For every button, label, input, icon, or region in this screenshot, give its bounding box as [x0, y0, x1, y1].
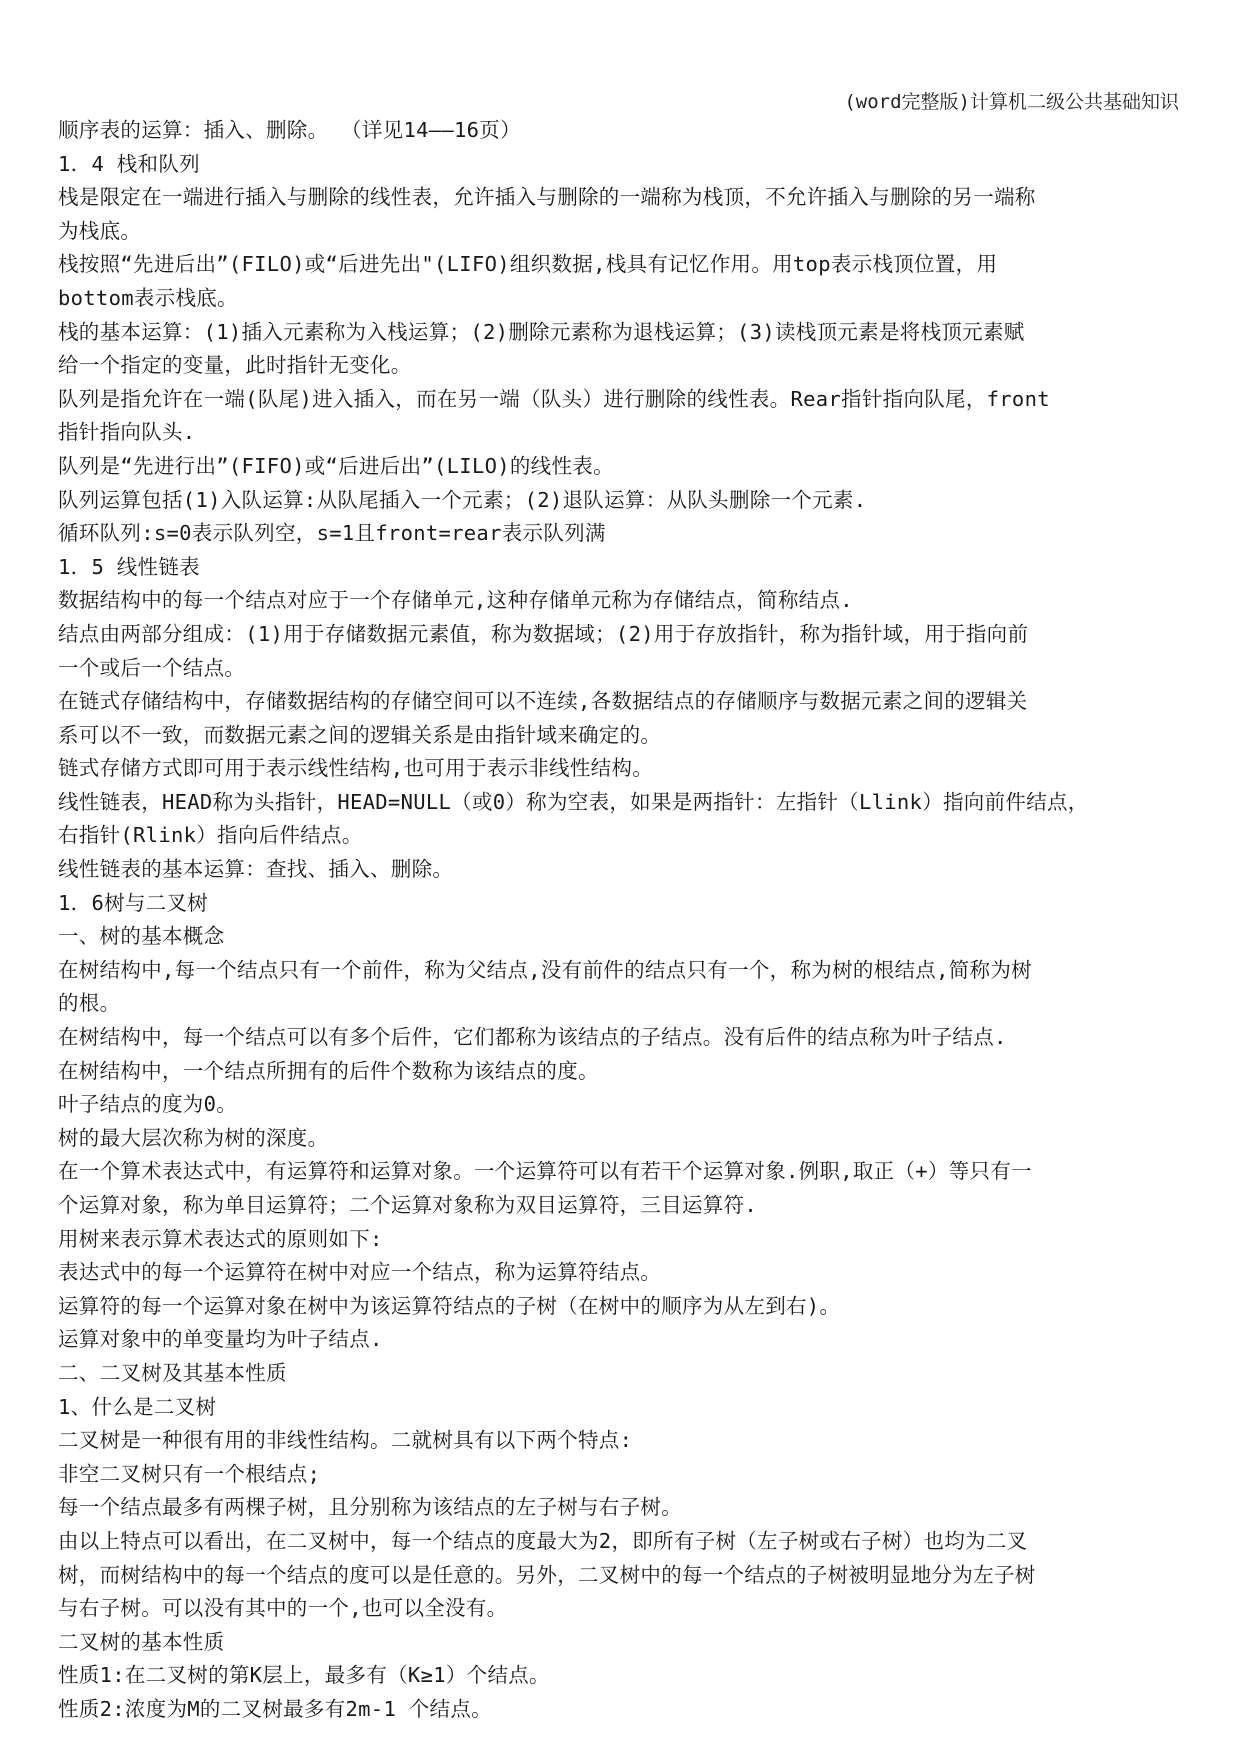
text-line: 在树结构中，一个结点所拥有的后件个数称为该结点的度。 [58, 1058, 599, 1083]
text-line: 栈是限定在一端进行插入与删除的线性表，允许插入与删除的一端称为栈顶，不允许插入与删除的另一端称 [58, 185, 1036, 210]
text-line: 每一个结点最多有两棵子树，且分别称为该结点的左子树与右子树。 [58, 1495, 682, 1520]
text-line: 一个或后一个结点。 [58, 655, 246, 680]
text-line: 1．6树与二叉树 [58, 890, 209, 915]
text-line: 右指针(Rlink）指向后件结点。 [58, 823, 363, 848]
text-line: 队列运算包括(1)入队运算:从队尾插入一个元素；(2)退队运算：从队头删除一个元素. [58, 487, 867, 512]
text-line: 顺序表的运算：插入、删除。 （详见14——16页） [58, 118, 521, 142]
text-line: 二、二叉树及其基本性质 [58, 1360, 287, 1385]
text-line: 运算对象中的单变量均为叶子结点. [58, 1327, 383, 1352]
text-line: 由以上特点可以看出，在二叉树中，每一个结点的度最大为2，即所有子树（左子树或右子树）也均为二叉 [58, 1528, 1028, 1553]
text-line: 系可以不一致，而数据元素之间的逻辑关系是由指针域来确定的。 [58, 722, 662, 747]
text-line: 在树结构中,每一个结点只有一个前件，称为父结点,没有前件的结点只有一个，称为树的根结点,简称为树 [58, 957, 1032, 982]
page-header: (word完整版)计算机二级公共基础知识 [844, 91, 1179, 113]
text-line: 性质2:浓度为M的二叉树最多有2m-1 个结点。 [58, 1696, 492, 1721]
text-line: 用树来表示算术表达式的原则如下: [58, 1226, 383, 1251]
text-line: 给一个指定的变量，此时指针无变化。 [58, 353, 412, 378]
text-line: 1、什么是二叉树 [58, 1394, 217, 1419]
text-line: bottom表示栈底。 [58, 285, 238, 310]
text-line: 栈的基本运算：(1)插入元素称为入栈运算；(2)删除元素称为退栈运算；(3)读栈顶元素是将栈顶元素赋 [58, 319, 1025, 344]
text-line: 二叉树的基本性质 [58, 1629, 225, 1654]
text-line: 线性链表的基本运算：查找、插入、删除。 [58, 857, 454, 882]
text-line: 个运算对象，称为单目运算符；二个运算对象称为双目运算符，三目运算符. [58, 1193, 758, 1217]
text-line: 的根。 [58, 991, 121, 1016]
text-line: 性质1:在二叉树的第K层上，最多有（K≥1）个结点。 [58, 1663, 550, 1688]
text-line: 表达式中的每一个运算符在树中对应一个结点，称为运算符结点。 [58, 1260, 662, 1285]
text-line: 循环队列:s=0表示队列空，s=1且front=rear表示队列满 [58, 521, 606, 546]
text-line: 队列是指允许在一端(队尾)进入插入，而在另一端（队头）进行删除的线性表。Rear指针指向队尾，front [58, 386, 1050, 411]
document-body [58, 114, 1182, 1727]
text-line: 在链式存储结构中，存储数据结构的存储空间可以不连续,各数据结点的存储顺序与数据元素之间的逻辑关 [58, 689, 1028, 714]
text-line: 1．5 线性链表 [58, 554, 200, 579]
text-line: 1．4 栈和队列 [58, 151, 200, 176]
text-line: 栈按照“先进后出”(FILO)或“后进先出"(LIFO)组织数据,栈具有记忆作用。用top表示栈顶位置，用 [58, 252, 998, 277]
text-line: 树，而树结构中的每一个结点的度可以是任意的。另外，二叉树中的每一个结点的子树被明显地分为左子树 [58, 1562, 1036, 1587]
text-line: 运算符的每一个运算对象在树中为该运算符结点的子树（在树中的顺序为从左到右)。 [58, 1293, 841, 1318]
text-line: 在一个算术表达式中，有运算符和运算对象。一个运算符可以有若干个运算对象.例职,取正（+）等只有一 [58, 1159, 1032, 1184]
text-line: 指针指向队头. [58, 420, 196, 445]
text-line: 数据结构中的每一个结点对应于一个存储单元,这种存储单元称为存储结点，简称结点. [58, 588, 853, 613]
text-line: 树的最大层次称为树的深度。 [58, 1125, 329, 1150]
text-line: 与右子树。可以没有其中的一个,也可以全没有。 [58, 1596, 508, 1621]
text-line: 为栈底。 [58, 218, 142, 243]
text-line: 链式存储方式即可用于表示线性结构,也可用于表示非线性结构。 [58, 756, 654, 781]
text-line: 二叉树是一种很有用的非线性结构。二就树具有以下两个特点: [58, 1428, 633, 1453]
text-line: 非空二叉树只有一个根结点; [58, 1461, 321, 1486]
text-line: 结点由两部分组成：(1)用于存储数据元素值，称为数据域；(2)用于存放指针，称为指针域，用于指向前 [58, 621, 1029, 646]
text-line: 一、树的基本概念 [58, 924, 225, 949]
text-line: 线性链表，HEAD称为头指针，HEAD=NULL（或0）称为空表，如果是两指针：左指针（Llink）指向前件结点， [58, 789, 1089, 814]
text-line: 队列是“先进行出”(FIFO)或“后进后出”(LILO)的线性表。 [58, 453, 614, 478]
text-line: 叶子结点的度为0。 [58, 1092, 238, 1117]
text-line: 在树结构中，每一个结点可以有多个后件，它们都称为该结点的子结点。没有后件的结点称为叶子结点. [58, 1025, 1007, 1050]
